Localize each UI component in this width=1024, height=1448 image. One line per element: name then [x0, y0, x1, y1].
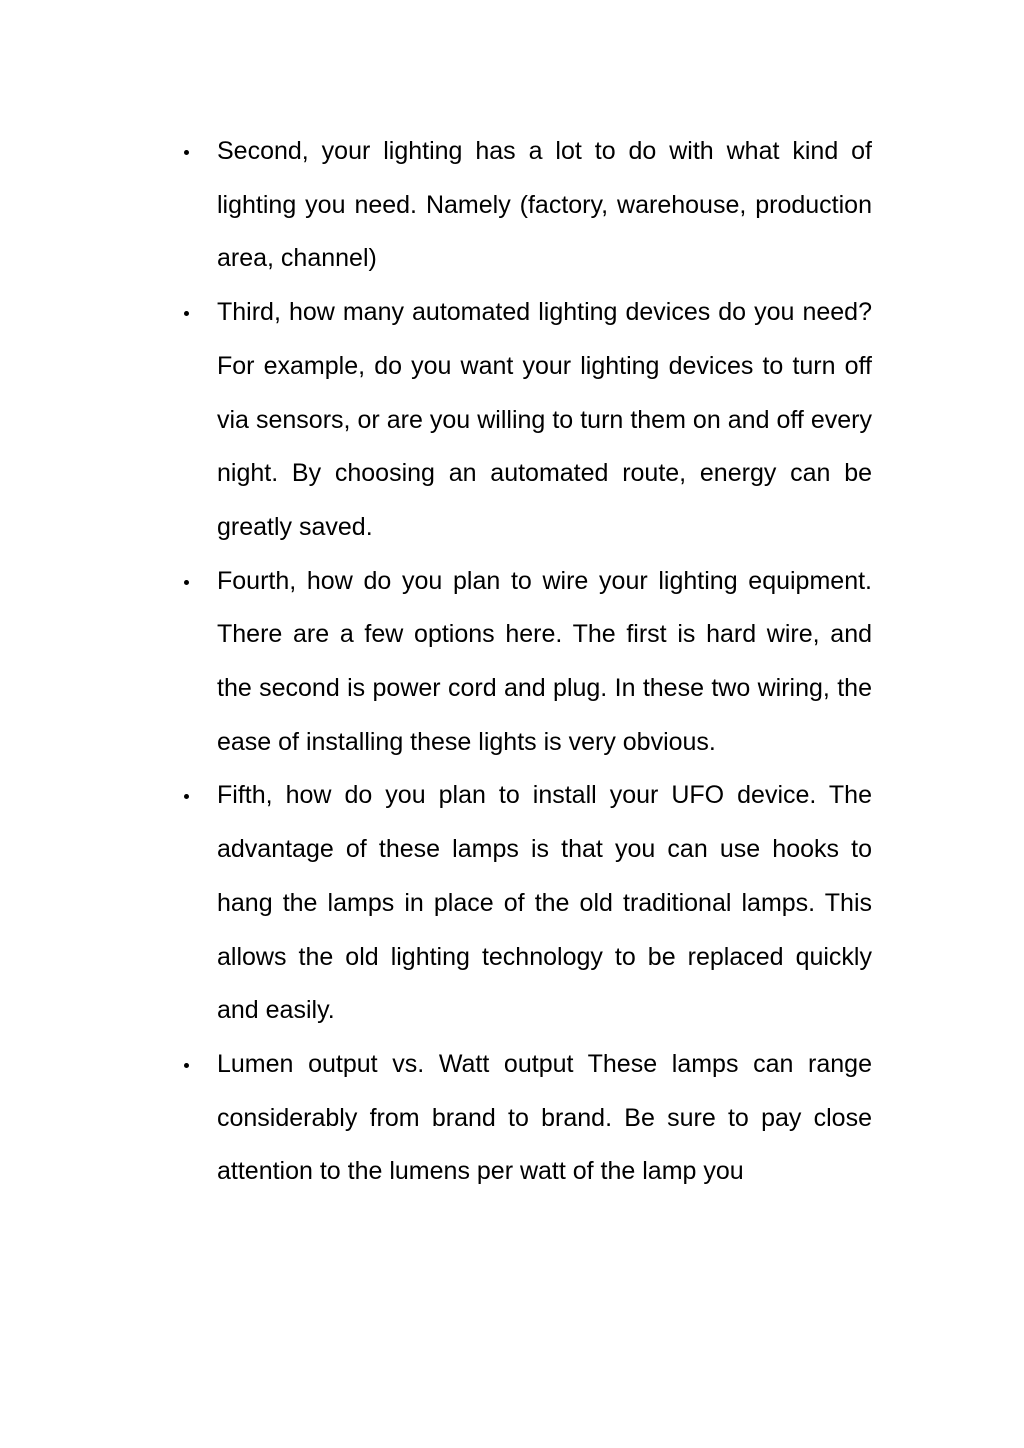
bullet-dot-icon [184, 794, 189, 799]
bullet-dot-icon [184, 150, 189, 155]
bullet-dot-icon [184, 1063, 189, 1068]
list-item [217, 125, 872, 286]
list-item-text: Fifth, how do you plan to install your UFO device. The advantage of these lamps is that you can use hooks to hang the lamps in place of the old traditional lamps. This allows the old lighting technology to be replaced quickly and easily. [217, 781, 872, 1025]
bullet-list [217, 125, 872, 1199]
bullet-dot-icon [184, 311, 189, 316]
list-item [217, 1038, 872, 1199]
bullet-dot-icon [184, 580, 189, 585]
list-item-text: Lumen output vs. Watt output These lamps can range considerably from brand to brand. Be sure to pay close attention to the lumens per watt of the lamp you [217, 1049, 872, 1186]
list-item-text: Fourth, how do you plan to wire your lighting equipment. There are a few options here. The first is hard wire, and the second is power cord and plug. In these two wiring, the ease of installing these lights is very obvious. [217, 566, 872, 756]
list-item [217, 286, 872, 555]
list-item [217, 769, 872, 1038]
list-item [217, 555, 872, 770]
list-item-text: Third, how many automated lighting devices do you need? For example, do you want your lighting devices to turn off via sensors, or are you willing to turn them on and off every night. By choosing an automated route, energy can be greatly saved. [217, 298, 872, 541]
list-item-text: Second, your lighting has a lot to do with what kind of lighting you need. Namely (factory, warehouse, production area, channel) [217, 137, 872, 273]
